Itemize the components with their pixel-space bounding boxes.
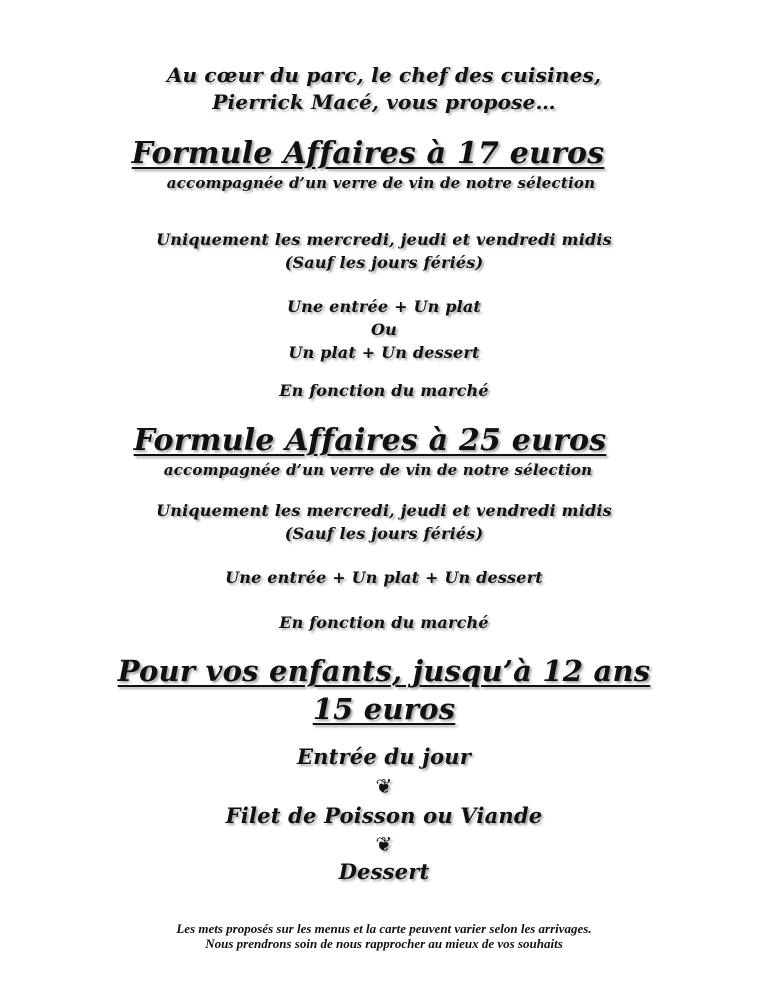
formula-25-option: Une entrée + Un plat + Un dessert [225,568,543,587]
formula-17-title: Formule Affaires à 17 euros [131,136,605,171]
formula-17-days: Uniquement les mercredi, jeudi et vendredi midis [156,230,612,249]
formula-17-subtitle: accompagnée d’un verre de vin de notre sélection [166,174,596,192]
kids-main: Filet de Poisson ou Viande [225,803,543,828]
formula-25-title: Formule Affaires à 25 euros [133,423,607,458]
formula-25-exception: (Sauf les jours fériés) [284,524,484,543]
formula-17-exception: (Sauf les jours fériés) [284,253,484,272]
ornament-icon: ❦ [375,832,393,856]
formula-17-or: Ou [371,320,397,339]
kids-title: Pour vos enfants, jusqu’à 12 ans [117,654,651,688]
intro-line-1: Au cœur du parc, le chef des cuisines, [166,63,602,87]
formula-17-market: En fonction du marché [279,381,489,400]
formula-17-option-2: Un plat + Un dessert [288,343,480,362]
kids-price: 15 euros [312,692,456,726]
ornament-icon: ❦ [375,774,393,798]
footer-note-2: Nous prendrons soin de nous rapprocher au mieux de vos souhaits [205,936,563,951]
footer-note-1: Les mets proposés sur les menus et la carte peuvent varier selon les arrivages. [176,921,592,936]
formula-25-subtitle: accompagnée d’un verre de vin de notre sélection [163,461,593,479]
formula-17-option-1: Une entrée + Un plat [286,297,482,316]
formula-25-market: En fonction du marché [279,613,489,632]
intro-line-2: Pierrick Macé, vous propose… [212,90,556,114]
formula-25-days: Uniquement les mercredi, jeudi et vendredi midis [156,501,612,520]
kids-starter: Entrée du jour [296,744,472,769]
kids-dessert: Dessert [338,859,430,884]
